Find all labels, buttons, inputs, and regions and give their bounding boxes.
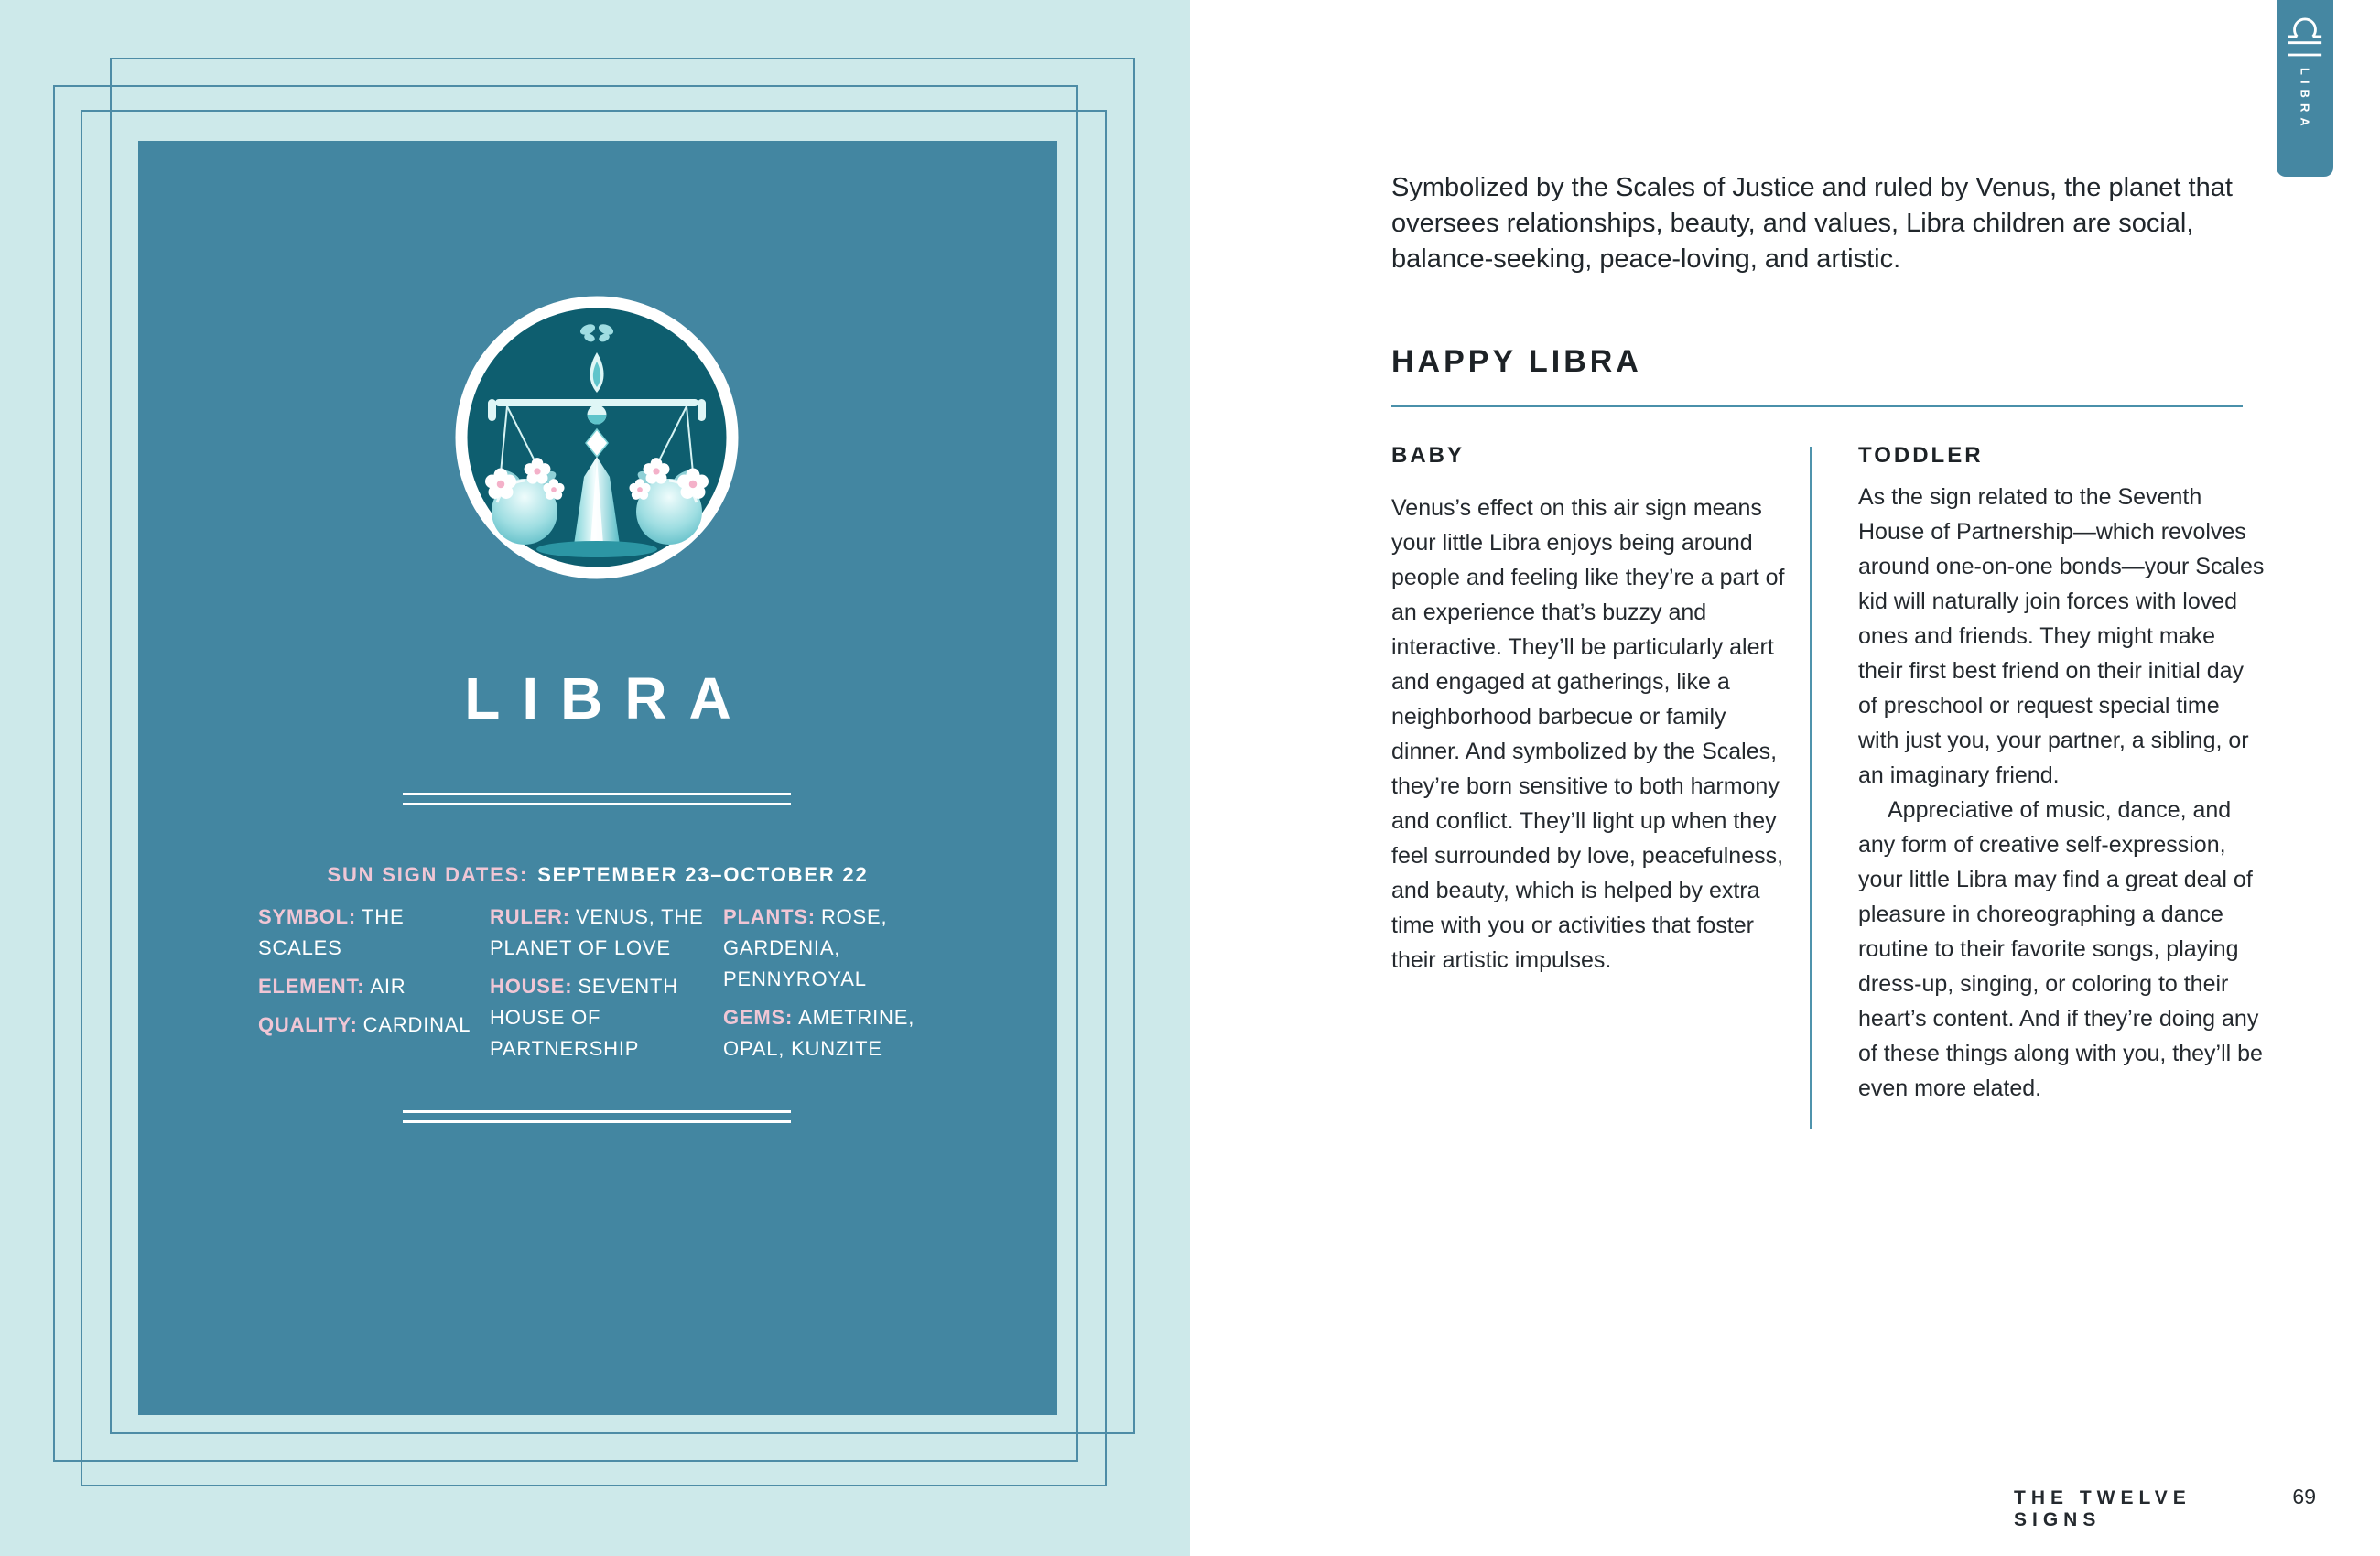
- toddler-paragraph-2: Appreciative of music, dance, and any form of creative self-expression, your little Libra may find a great deal of pleasure in choreographing a dance routine to their favorite songs, playing dress-up, singing, or coloring to their heart’s content. And if they’re doing any of these things along with you, they’ll be even more elated.: [1858, 797, 2263, 1101]
- baby-paragraph: Venus’s effect on this air sign means your little Libra enjoys being around people and feeling like they’re a part of an experience that’s buzzy and interactive. They’ll be particularly alert and engaged at gatherings, like a neighborhood barbecue or family dinner. And symbolized by the Scales, they’re born sensitive to both harmony and conflict. They’ll light up when they feel surrounded by love, peacefulness, and beauty, which is helped by extra time with you or activities that foster their artistic impulses.: [1391, 495, 1785, 973]
- sun-sign-dates: [138, 863, 1057, 887]
- toddler-heading: TODDLER: [1858, 443, 1984, 468]
- double-rule-top: [403, 793, 791, 805]
- attributes-column-2: [490, 902, 719, 1072]
- toddler-paragraph-1: As the sign related to the Seventh House of Partnership—which revolves around one-on-one bonds—your Scales kid will naturally join forces with loved ones and friends. They might make their first best friend on their initial day of preschool or request special time with just you, your partner, a sibling, or an imaginary friend.: [1858, 484, 2265, 788]
- attribute-plants: PLANTS: ROSE, GARDENIA, PENNYROYAL: [723, 905, 888, 990]
- running-head: THE TWELVE SIGNS: [2014, 1487, 2191, 1530]
- attributes-column-3: [723, 902, 954, 1072]
- page-number: 69: [2292, 1485, 2316, 1508]
- libra-scales-emblem: [455, 296, 739, 579]
- baby-heading: BABY: [1391, 443, 1466, 468]
- libra-glyph-icon: [2286, 13, 2324, 59]
- chapter-tab-libra: [2277, 0, 2333, 177]
- attribute-element: ELEMENT: AIR: [258, 975, 406, 998]
- dates-label: SUN SIGN DATES:: [327, 863, 529, 886]
- attribute-gems: GEMS: AMETRINE, OPAL, KUNZITE: [723, 1006, 915, 1060]
- section-rule: [1391, 405, 2243, 407]
- section-title: HAPPY LIBRA: [1391, 344, 1642, 379]
- toddler-paragraphs: [1858, 480, 2266, 1106]
- attribute-quality: QUALITY: CARDINAL: [258, 1013, 471, 1036]
- page-footer: [2014, 1485, 2316, 1531]
- sign-title: LIBRA: [464, 665, 753, 731]
- attribute-house: HOUSE: SEVENTH HOUSE OF PARTNERSHIP: [490, 975, 678, 1060]
- dates-value: SEPTEMBER 23–OCTOBER 22: [537, 863, 869, 886]
- intro-paragraph: Symbolized by the Scales of Justice and ruled by Venus, the planet that oversees relationships, beauty, and values, Libra children are social, balance-seeking, peace-loving, and artistic.: [1391, 173, 2233, 274]
- attributes-column-1: [258, 902, 482, 1048]
- attribute-ruler: RULER: VENUS, THE PLANET OF LOVE: [490, 905, 704, 959]
- chapter-tab-label: LIBRA: [2298, 68, 2312, 132]
- attribute-symbol: SYMBOL: THE SCALES: [258, 905, 405, 959]
- double-rule-bottom: [403, 1110, 791, 1123]
- column-divider: [1810, 447, 1812, 1129]
